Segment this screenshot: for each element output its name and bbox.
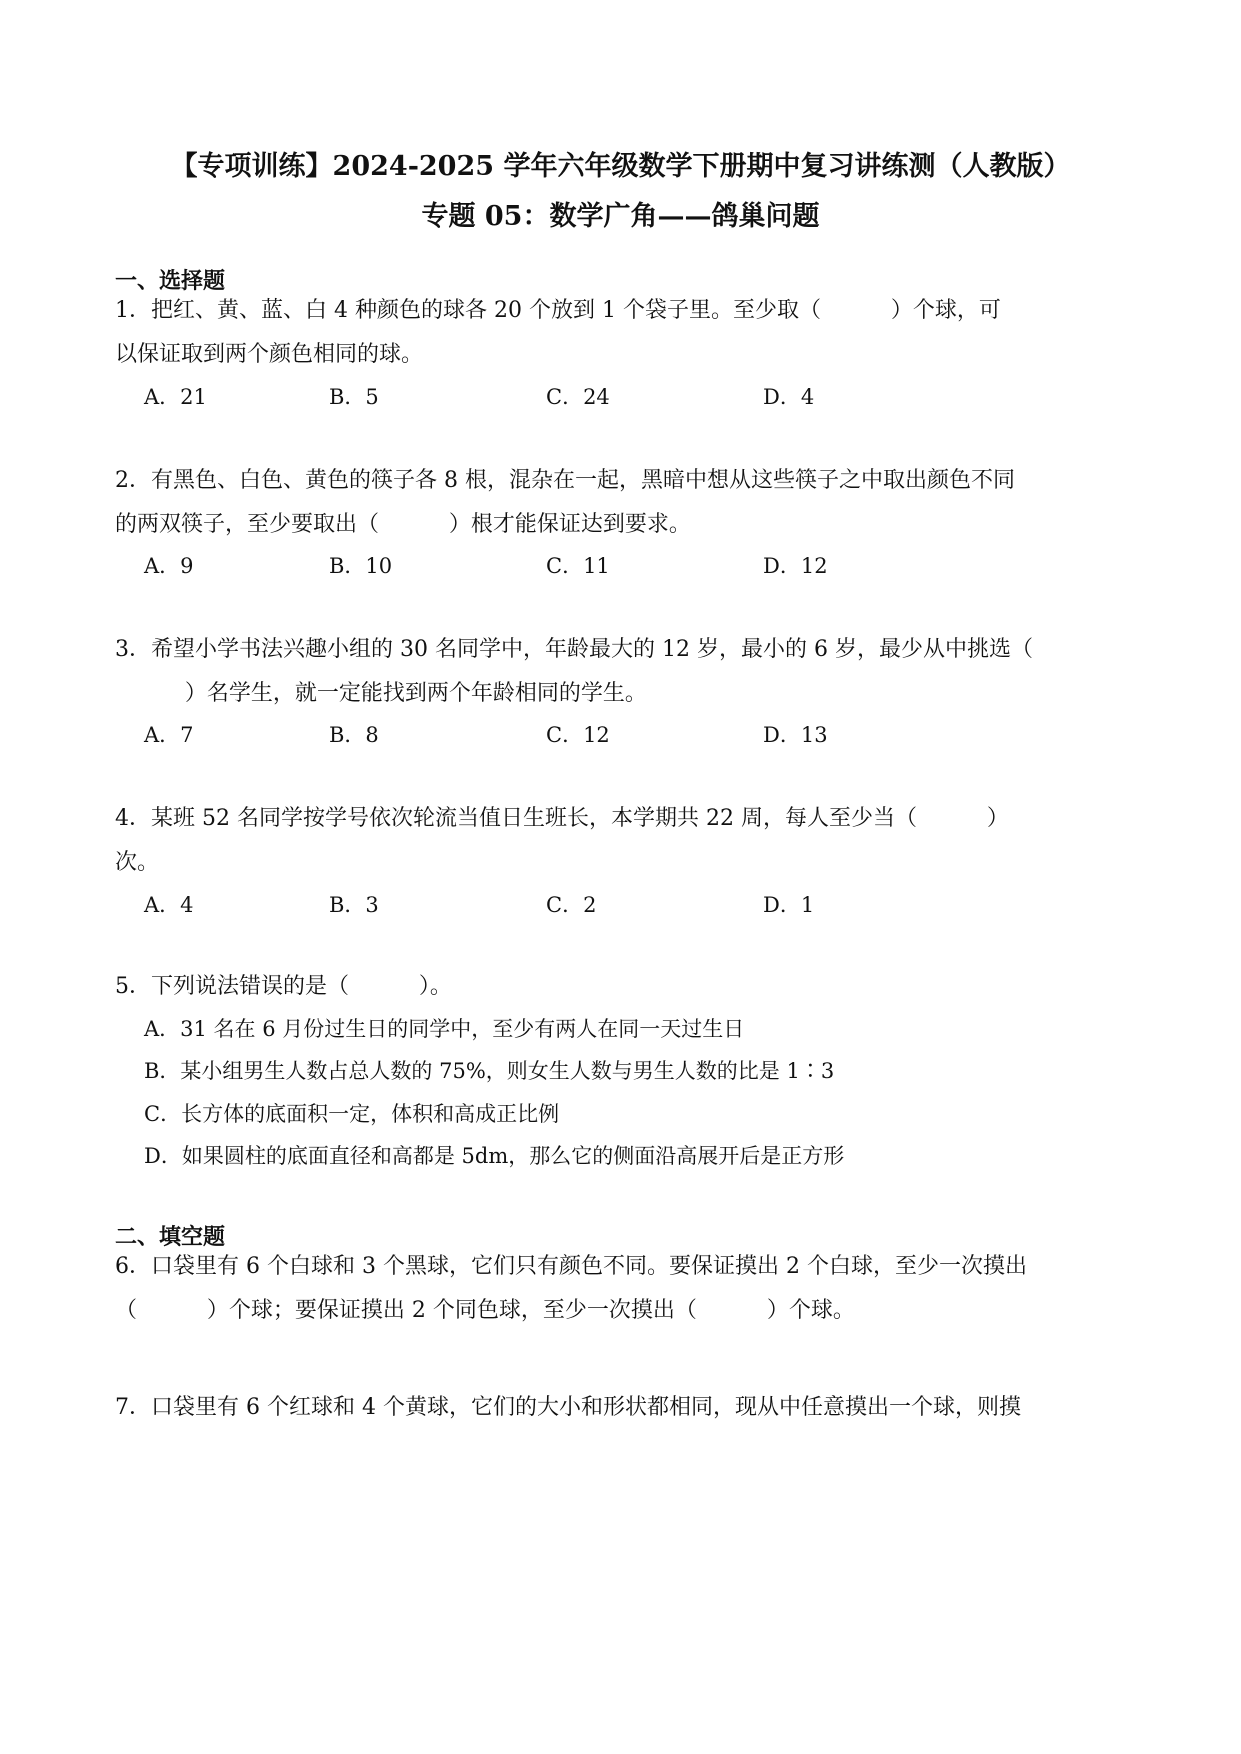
question-5-choice-c: C．长方体的底面积一定，体积和高成正比例 bbox=[144, 1102, 560, 1126]
question-3-option-a: A．7 bbox=[144, 723, 194, 747]
question-1-option-a: A．21 bbox=[144, 385, 207, 409]
question-5-choice-a: A．31 名在 6 月份过生日的同学中，至少有两人在同一天过生日 bbox=[144, 1017, 745, 1041]
page-title: 【专项训练】2024-2025 学年六年级数学下册期中复习讲练测（人教版） bbox=[170, 151, 1071, 182]
question-1-option-b: B．5 bbox=[329, 385, 379, 409]
question-1-line-1: 1．把红、黄、蓝、白 4 种颜色的球各 20 个放到 1 个袋子里。至少取（ ）个球，可 bbox=[115, 298, 1001, 323]
question-4-option-b: B．3 bbox=[329, 893, 379, 917]
question-1-option-d: D．4 bbox=[763, 385, 815, 409]
question-3-option-c: C．12 bbox=[546, 723, 610, 747]
question-4-option-a: A．4 bbox=[144, 893, 194, 917]
section-heading-choice: 一、选择题 bbox=[115, 268, 226, 294]
question-2-line-2: 的两双筷子，至少要取出（ ）根才能保证达到要求。 bbox=[115, 512, 691, 537]
section-heading-fill: 二、填空题 bbox=[115, 1224, 226, 1250]
question-5-line-1: 5．下列说法错误的是（ ）。 bbox=[115, 974, 452, 999]
question-1-option-c: C．24 bbox=[546, 385, 610, 409]
question-6-line-2: （ ）个球；要保证摸出 2 个同色球，至少一次摸出（ ）个球。 bbox=[115, 1298, 855, 1323]
question-3-line-2: ）名学生，就一定能找到两个年龄相同的学生。 bbox=[115, 681, 647, 706]
question-2-option-c: C．11 bbox=[546, 554, 610, 578]
question-6-line-1: 6．口袋里有 6 个白球和 3 个黑球，它们只有颜色不同。要保证摸出 2 个白球，至少一次摸出 bbox=[115, 1254, 1027, 1279]
question-4-line-1: 4．某班 52 名同学按学号依次轮流当值日生班长，本学期共 22 周，每人至少当（ ） bbox=[115, 806, 1009, 831]
question-3-option-d: D．13 bbox=[763, 723, 828, 747]
question-5-choice-d: D．如果圆柱的底面直径和高都是 5dm，那么它的侧面沿高展开后是正方形 bbox=[144, 1144, 845, 1168]
question-4-option-d: D．1 bbox=[763, 893, 815, 917]
question-2-option-b: B．10 bbox=[329, 554, 393, 578]
question-4-line-2: 次。 bbox=[115, 850, 160, 875]
question-2-line-1: 2．有黑色、白色、黄色的筷子各 8 根，混杂在一起，黑暗中想从这些筷子之中取出颜色不同 bbox=[115, 468, 1015, 493]
question-2-option-d: D．12 bbox=[763, 554, 828, 578]
question-5-choice-b: B．某小组男生人数占总人数的 75%，则女生人数与男生人数的比是 1∶3 bbox=[144, 1059, 835, 1083]
question-3-option-b: B．8 bbox=[329, 723, 379, 747]
question-1-line-2: 以保证取到两个颜色相同的球。 bbox=[115, 342, 424, 367]
question-7-line-1: 7．口袋里有 6 个红球和 4 个黄球，它们的大小和形状都相同，现从中任意摸出一个球，则摸 bbox=[115, 1395, 1021, 1420]
question-4-option-c: C．2 bbox=[546, 893, 597, 917]
page-subtitle: 专题 05：数学广角——鸽巢问题 bbox=[421, 201, 820, 232]
question-3-line-1: 3．希望小学书法兴趣小组的 30 名同学中，年龄最大的 12 岁，最小的 6 岁，最少从中挑选（ bbox=[115, 637, 1033, 662]
question-2-option-a: A．9 bbox=[144, 554, 194, 578]
